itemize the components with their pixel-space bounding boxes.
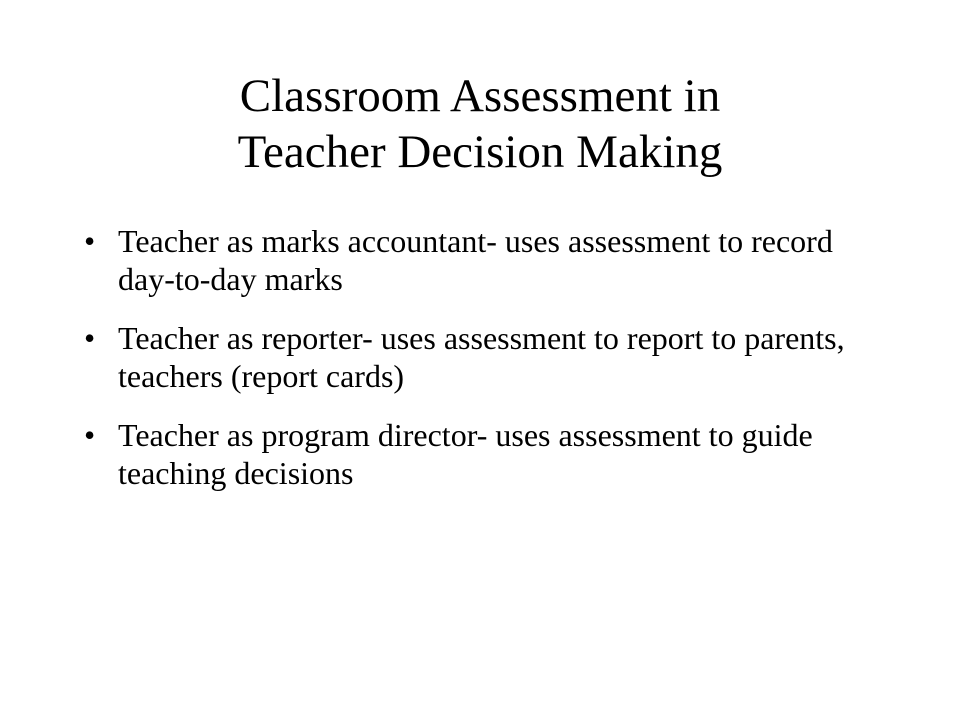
bullet-text: Teacher as marks accountant- uses assessment to record day-to-day marks — [118, 223, 833, 298]
bullet-item — [80, 416, 860, 493]
bullet-text: Teacher as program director- uses assessment to guide teaching decisions — [118, 416, 813, 491]
bullet-dot-icon: • — [84, 223, 96, 259]
bullet-list — [80, 222, 860, 512]
slide-title — [80, 68, 880, 181]
title-line-2: Teacher Decision Making — [237, 126, 723, 179]
bullet-item — [80, 319, 860, 396]
bullet-item — [80, 222, 860, 299]
bullet-dot-icon: • — [84, 416, 96, 453]
title-line-1: Classroom Assessment in — [239, 70, 721, 122]
bullet-text: Teacher as reporter- uses assessment to report to parents, teachers (report cards) — [118, 319, 845, 395]
bullet-dot-icon: • — [84, 319, 96, 356]
